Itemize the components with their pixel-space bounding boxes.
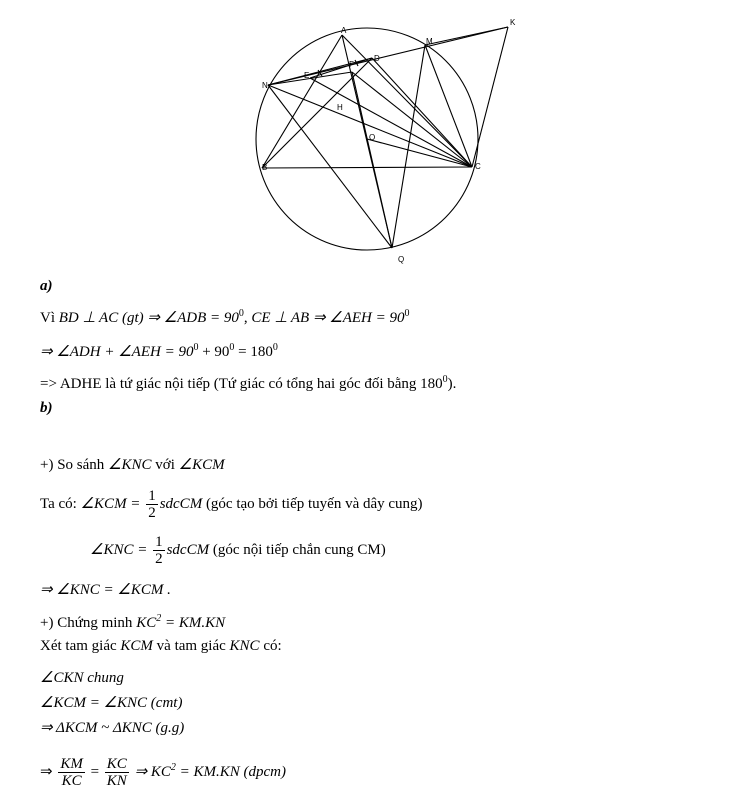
note-inscribed: (góc nội tiếp chắn cung CM) (209, 542, 386, 558)
text-co: có: (259, 638, 282, 654)
fraction-km-kc: $\frac{KM}{KC}$ (60, 756, 83, 790)
part-a-line-2 (40, 338, 278, 362)
tri-knc: KNC (229, 638, 260, 654)
angle-knc-eq: ∠KNC = (90, 542, 152, 558)
text-va: và tam giác (152, 638, 230, 654)
part-b-taco (40, 486, 423, 522)
angle-knc: ∠KNC (108, 457, 152, 473)
eq-sum-angles: ⇒ ∠ADH + ∠AEH = 90 (40, 344, 194, 360)
label-o: O (369, 133, 376, 142)
label-h: H (337, 103, 343, 112)
tri-kcm: KCM (120, 638, 153, 654)
degree-sup: 0 (193, 342, 199, 353)
equals: = (86, 764, 103, 780)
fraction-half: $\frac{1}{2}$ (155, 534, 163, 568)
label-b: B (262, 163, 268, 172)
conclusion-text: => ADHE là tứ giác nội tiếp (Tứ giác có tổng hai góc đối bằng 180 (40, 376, 443, 392)
conclusion-end: ). (447, 376, 457, 392)
part-b-common-angle: ∠CKN chung (40, 670, 124, 686)
text-xet: Xét tam giác (40, 638, 121, 654)
square-sup: 2 (170, 762, 176, 773)
label-m: M (426, 37, 433, 46)
text-voi: với (151, 457, 179, 473)
part-b-similar: ⇒ ΔKCM ~ ΔKNC (g.g) (40, 720, 185, 736)
fraction-kc-kn: $\frac{KC}{KN}$ (106, 756, 127, 790)
text-chung-minh: +) Chứng minh (40, 615, 137, 631)
part-b-knc (90, 532, 386, 568)
part-b-equal-angle: ∠KCM = ∠KNC (cmt) (40, 695, 183, 711)
degree-sup: 0 (229, 342, 235, 353)
label-e: E (304, 71, 310, 80)
implies: ⇒ (40, 764, 57, 780)
km-kn: = KM.KN (161, 615, 226, 631)
label-q: Q (398, 255, 405, 264)
text-vi: Vì (40, 310, 59, 326)
part-b-equal: ⇒ ∠KNC = ∠KCM . (40, 582, 171, 598)
label-a: A (341, 26, 347, 35)
label-k: K (510, 18, 516, 27)
part-a-line-3 (40, 370, 456, 394)
label-d: D (374, 54, 380, 63)
part-b-prove (40, 609, 225, 633)
angle-kcm-eq: ∠KCM = (80, 496, 145, 512)
result-end: = KM.KN (dpcm) (175, 764, 287, 780)
text-so-sanh: +) So sánh (40, 457, 109, 473)
part-b-consider (40, 636, 282, 656)
separator: , (243, 310, 252, 326)
fraction-half: $\frac{1}{2}$ (148, 488, 156, 522)
angle-kcm: ∠KCM (178, 457, 225, 473)
degree-sup: 0 (442, 374, 448, 385)
degree-sup: 0 (404, 308, 410, 319)
geometry-figure (0, 0, 750, 270)
label-n: N (262, 81, 268, 90)
part-b-final (40, 750, 286, 790)
degree-sup: 0 (238, 308, 244, 319)
part-a-line-1 (40, 304, 410, 328)
part-a-heading: a) (40, 278, 53, 294)
arc-cm: sdcCM (166, 542, 210, 558)
arc-cm: sdcCM (159, 496, 203, 512)
part-b-heading: b) (40, 400, 53, 416)
label-c: C (475, 162, 481, 171)
plus-90: + 90 (198, 344, 230, 360)
text-ta-co: Ta có: (40, 496, 81, 512)
label-f: F (349, 60, 354, 69)
square-sup: 2 (156, 613, 162, 624)
eq-bd-perp-ac: BD ⊥ AC (gt) ⇒ ∠ADB = 90 (58, 310, 239, 326)
kc: KC (136, 615, 157, 631)
note-tangent: (góc tạo bởi tiếp tuyến và dây cung) (202, 496, 423, 512)
kc-result: ⇒ KC (130, 764, 171, 780)
degree-sup: 0 (272, 342, 278, 353)
part-b-compare (40, 455, 225, 475)
eq-180: = 180 (234, 344, 273, 360)
eq-ce-perp-ab: CE ⊥ AB ⇒ ∠AEH = 90 (251, 310, 405, 326)
